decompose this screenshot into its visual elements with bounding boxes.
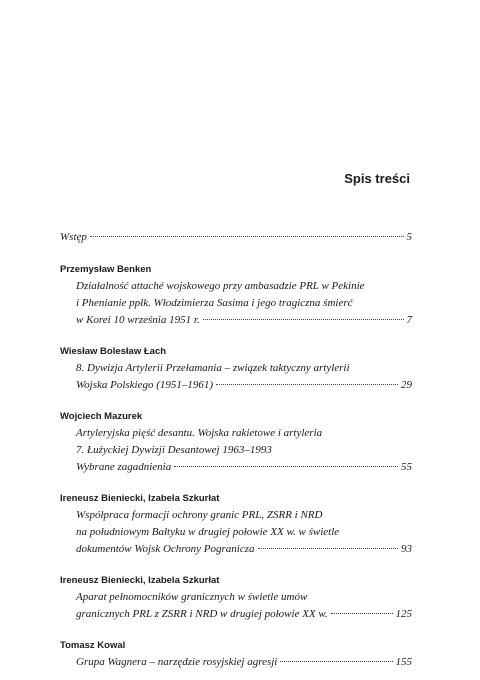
- toc-entry[interactable]: [60, 638, 412, 671]
- toc-entry-title-line: i Phenianie ppłk. Włodzimierza Sasima i jego tragiczna śmierć: [76, 297, 353, 309]
- toc-entry-title-text: Grupa Wagnera – narzędzie rosyjskiej agresji: [76, 656, 278, 668]
- toc-entry-title-text: Wstęp: [60, 231, 87, 243]
- toc-entry-title-line: 8. Dywizja Artylerii Przełamania – związek taktyczny artylerii: [76, 362, 350, 374]
- toc-entry-page-number: 5: [406, 231, 412, 243]
- toc-entry-title-line: [60, 606, 412, 623]
- dot-leader: [174, 466, 398, 467]
- toc-entry-title-text: Wybrane zagadnienia: [76, 461, 172, 473]
- toc-entry-title-line: Aparat pełnomocników granicznych w świetle umów: [76, 591, 308, 603]
- toc-entry-page-number: 155: [395, 656, 412, 668]
- toc-entry-page-number: 55: [401, 461, 412, 473]
- dot-leader: [216, 384, 398, 385]
- toc-entry-author: Tomasz Kowal: [60, 640, 126, 651]
- toc-entry-page-number: 93: [401, 543, 412, 555]
- toc-entry[interactable]: [60, 409, 412, 476]
- toc-entry[interactable]: [60, 229, 412, 246]
- toc-entry-title-line: [60, 654, 412, 671]
- dot-leader: [280, 661, 392, 662]
- toc-entry-title-line: [60, 459, 412, 476]
- toc-entry[interactable]: [60, 573, 412, 623]
- toc-entry-page-number: 7: [406, 314, 412, 326]
- dot-leader: [203, 319, 404, 320]
- toc-entry[interactable]: [60, 491, 412, 558]
- toc-entry-title-line: na południowym Bałtyku w drugiej połowie XX w. w świetle: [76, 526, 340, 538]
- toc-entry[interactable]: [60, 262, 412, 329]
- toc-entry-title-text: Wojska Polskiego (1951–1961): [76, 379, 214, 391]
- page-title: Spis treści: [344, 171, 410, 186]
- toc-entry-author: Przemysław Benken: [60, 264, 152, 275]
- toc-entry-title-line: 7. Łużyckiej Dywizji Desantowej 1963–1993: [76, 444, 272, 456]
- toc-entry-title-line: [60, 377, 412, 394]
- dot-leader: [90, 236, 404, 237]
- toc-entry-title-text: dokumentów Wojsk Ochrony Pogranicza: [76, 543, 255, 555]
- toc-entry-title-line: Artyleryjska pięść desantu. Wojska rakietowe i artyleria: [76, 427, 323, 439]
- dot-leader: [258, 548, 398, 549]
- toc-entry-title-line: [60, 541, 412, 558]
- dot-leader: [331, 613, 393, 614]
- toc-entry-title-line: Współpraca formacji ochrony granic PRL, ZSRR i NRD: [76, 509, 323, 521]
- toc-entry-page-number: 125: [395, 608, 412, 620]
- toc-entry-author: Ireneusz Bieniecki, Izabela Szkurłat: [60, 493, 220, 504]
- toc-entry-author: Wiesław Bolesław Łach: [60, 346, 167, 357]
- toc-entry-page-number: 29: [401, 379, 412, 391]
- toc-entry-author: Wojciech Mazurek: [60, 411, 143, 422]
- toc-entry-title-line: [60, 229, 412, 246]
- toc-entry-title-line: Działalność attaché wojskowego przy ambasadzie PRL w Pekinie: [76, 280, 365, 292]
- toc-entry-title-text: granicznych PRL z ZSRR i NRD w drugiej połowie XX w.: [76, 608, 328, 620]
- toc-entry[interactable]: [60, 344, 412, 394]
- toc-entry-author: Ireneusz Bieniecki, Izabela Szkurłat: [60, 575, 220, 586]
- toc-entry-title-line: [60, 312, 412, 329]
- table-of-contents: [60, 229, 412, 671]
- toc-entry-title-text: w Korei 10 września 1951 r.: [76, 314, 200, 326]
